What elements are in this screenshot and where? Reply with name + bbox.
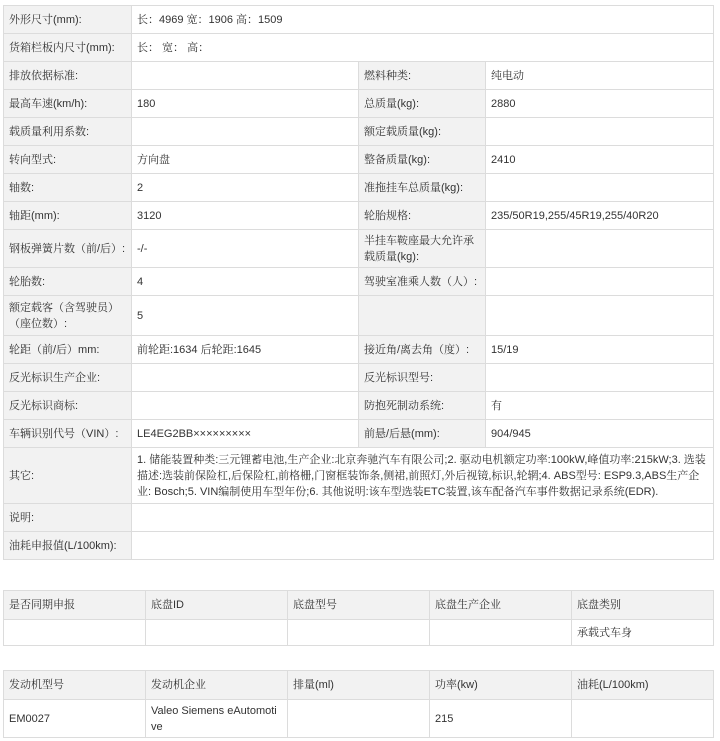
spec-label: 轮胎规格: — [359, 202, 486, 230]
spec-label: 车辆识别代号（VIN）: — [4, 420, 132, 448]
spec-row — [4, 532, 714, 560]
spec-row — [4, 420, 714, 448]
spec-value — [132, 364, 359, 392]
spec-value — [132, 532, 714, 560]
spec-label: 半挂车鞍座最大允许承载质量(kg): — [359, 230, 486, 268]
spec-value: 2410 — [486, 146, 714, 174]
spec-label: 转向型式: — [4, 146, 132, 174]
engine-value-cell: Valeo Siemens eAutomotive — [146, 700, 288, 738]
spec-value — [132, 392, 359, 420]
spec-label — [359, 296, 486, 336]
spec-label: 反光标识生产企业: — [4, 364, 132, 392]
chassis-header-cell: 是否同期申报 — [4, 591, 146, 620]
spec-row — [4, 62, 714, 90]
spec-row — [4, 118, 714, 146]
spec-value — [486, 268, 714, 296]
spec-value — [132, 118, 359, 146]
spec-value — [486, 296, 714, 336]
engine-header-cell: 排量(ml) — [288, 671, 430, 700]
spec-value: 3120 — [132, 202, 359, 230]
chassis-header-cell: 底盘型号 — [288, 591, 430, 620]
engine-value-cell: EM0027 — [4, 700, 146, 738]
spec-label: 驾驶室准乘人数（人）: — [359, 268, 486, 296]
spec-value: LE4EG2BB××××××××× — [132, 420, 359, 448]
spec-label: 接近角/离去角（度）: — [359, 336, 486, 364]
spec-label: 额定载质量(kg): — [359, 118, 486, 146]
spec-label: 准拖挂车总质量(kg): — [359, 174, 486, 202]
spec-value: 方向盘 — [132, 146, 359, 174]
chassis-header-row — [4, 591, 714, 620]
spec-label: 轮胎数: — [4, 268, 132, 296]
spec-value — [486, 364, 714, 392]
spec-label: 反光标识商标: — [4, 392, 132, 420]
spec-row — [4, 230, 714, 268]
spec-value: 有 — [486, 392, 714, 420]
spec-row — [4, 364, 714, 392]
chassis-value-cell — [288, 620, 430, 646]
spec-label: 排放依据标准: — [4, 62, 132, 90]
spec-label: 燃料种类: — [359, 62, 486, 90]
spec-value: 235/50R19,255/45R19,255/40R20 — [486, 202, 714, 230]
engine-header-cell: 油耗(L/100km) — [572, 671, 714, 700]
engine-value-cell — [288, 700, 430, 738]
spec-value: 纯电动 — [486, 62, 714, 90]
spec-value: 5 — [132, 296, 359, 336]
spec-row — [4, 448, 714, 504]
spec-label: 外形尺寸(mm): — [4, 6, 132, 34]
spec-label: 钢板弹簧片数（前/后）: — [4, 230, 132, 268]
spec-row — [4, 504, 714, 532]
spec-row — [4, 34, 714, 62]
spec-value: 2880 — [486, 90, 714, 118]
spec-value — [132, 62, 359, 90]
engine-table — [3, 670, 714, 738]
engine-header-cell: 发动机型号 — [4, 671, 146, 700]
engine-header-cell: 发动机企业 — [146, 671, 288, 700]
spec-value: 180 — [132, 90, 359, 118]
spec-row — [4, 392, 714, 420]
spec-value: 904/945 — [486, 420, 714, 448]
spec-row — [4, 268, 714, 296]
spec-value: 15/19 — [486, 336, 714, 364]
spec-label: 前悬/后悬(mm): — [359, 420, 486, 448]
spec-value — [486, 230, 714, 268]
spec-row — [4, 336, 714, 364]
spec-label: 说明: — [4, 504, 132, 532]
spec-row — [4, 90, 714, 118]
chassis-header-cell: 底盘ID — [146, 591, 288, 620]
chassis-value-cell: 承载式车身 — [572, 620, 714, 646]
spec-row — [4, 296, 714, 336]
chassis-table — [3, 590, 714, 646]
spec-value: 长：4969 宽：1906 高：1509 — [132, 6, 714, 34]
spec-label: 其它: — [4, 448, 132, 504]
spec-value: 长： 宽： 高： — [132, 34, 714, 62]
engine-header-cell: 功率(kw) — [430, 671, 572, 700]
spec-label: 货箱栏板内尺寸(mm): — [4, 34, 132, 62]
chassis-value-row — [4, 620, 714, 646]
spec-label: 整备质量(kg): — [359, 146, 486, 174]
spec-row — [4, 202, 714, 230]
spec-value: 4 — [132, 268, 359, 296]
chassis-value-cell — [146, 620, 288, 646]
spec-value — [486, 174, 714, 202]
spec-value — [486, 118, 714, 146]
spec-label: 额定载客（含驾驶员）（座位数）: — [4, 296, 132, 336]
chassis-value-cell — [4, 620, 146, 646]
chassis-value-cell — [430, 620, 572, 646]
spec-label: 轴数: — [4, 174, 132, 202]
spec-row — [4, 6, 714, 34]
vehicle-spec-table — [3, 5, 714, 560]
engine-value-cell — [572, 700, 714, 738]
spec-label: 轮距（前/后）mm: — [4, 336, 132, 364]
engine-header-row — [4, 671, 714, 700]
spec-label: 油耗申报值(L/100km): — [4, 532, 132, 560]
spec-label: 防抱死制动系统: — [359, 392, 486, 420]
spec-label: 载质量利用系数: — [4, 118, 132, 146]
spec-row — [4, 174, 714, 202]
spec-row — [4, 146, 714, 174]
spec-value: 2 — [132, 174, 359, 202]
engine-value-row — [4, 700, 714, 738]
chassis-header-cell: 底盘类别 — [572, 591, 714, 620]
spec-label: 最高车速(km/h): — [4, 90, 132, 118]
spec-label: 反光标识型号: — [359, 364, 486, 392]
spec-value: 1. 储能装置种类:三元锂蓄电池,生产企业:北京奔驰汽车有限公司;2. 驱动电机额定功率:100kW,峰值功率:215kW;3. 选装描述:选装前保险杠,后保险杠,前格栅,门窗框装饰条,侧裙,前照灯,外后视镜,标识,轮辋;4. ABS型号: ESP9.3,ABS生产企业: Bosch;5. VIN编制使用车型年份;6. 其他说明:该车型选装ETC装置,该车配备汽车事件数据记录系统(EDR). — [132, 448, 714, 504]
spec-label: 总质量(kg): — [359, 90, 486, 118]
spec-label: 轴距(mm): — [4, 202, 132, 230]
chassis-header-cell: 底盘生产企业 — [430, 591, 572, 620]
spec-value: -/- — [132, 230, 359, 268]
spec-value — [132, 504, 714, 532]
spec-value: 前轮距:1634 后轮距:1645 — [132, 336, 359, 364]
engine-value-cell: 215 — [430, 700, 572, 738]
